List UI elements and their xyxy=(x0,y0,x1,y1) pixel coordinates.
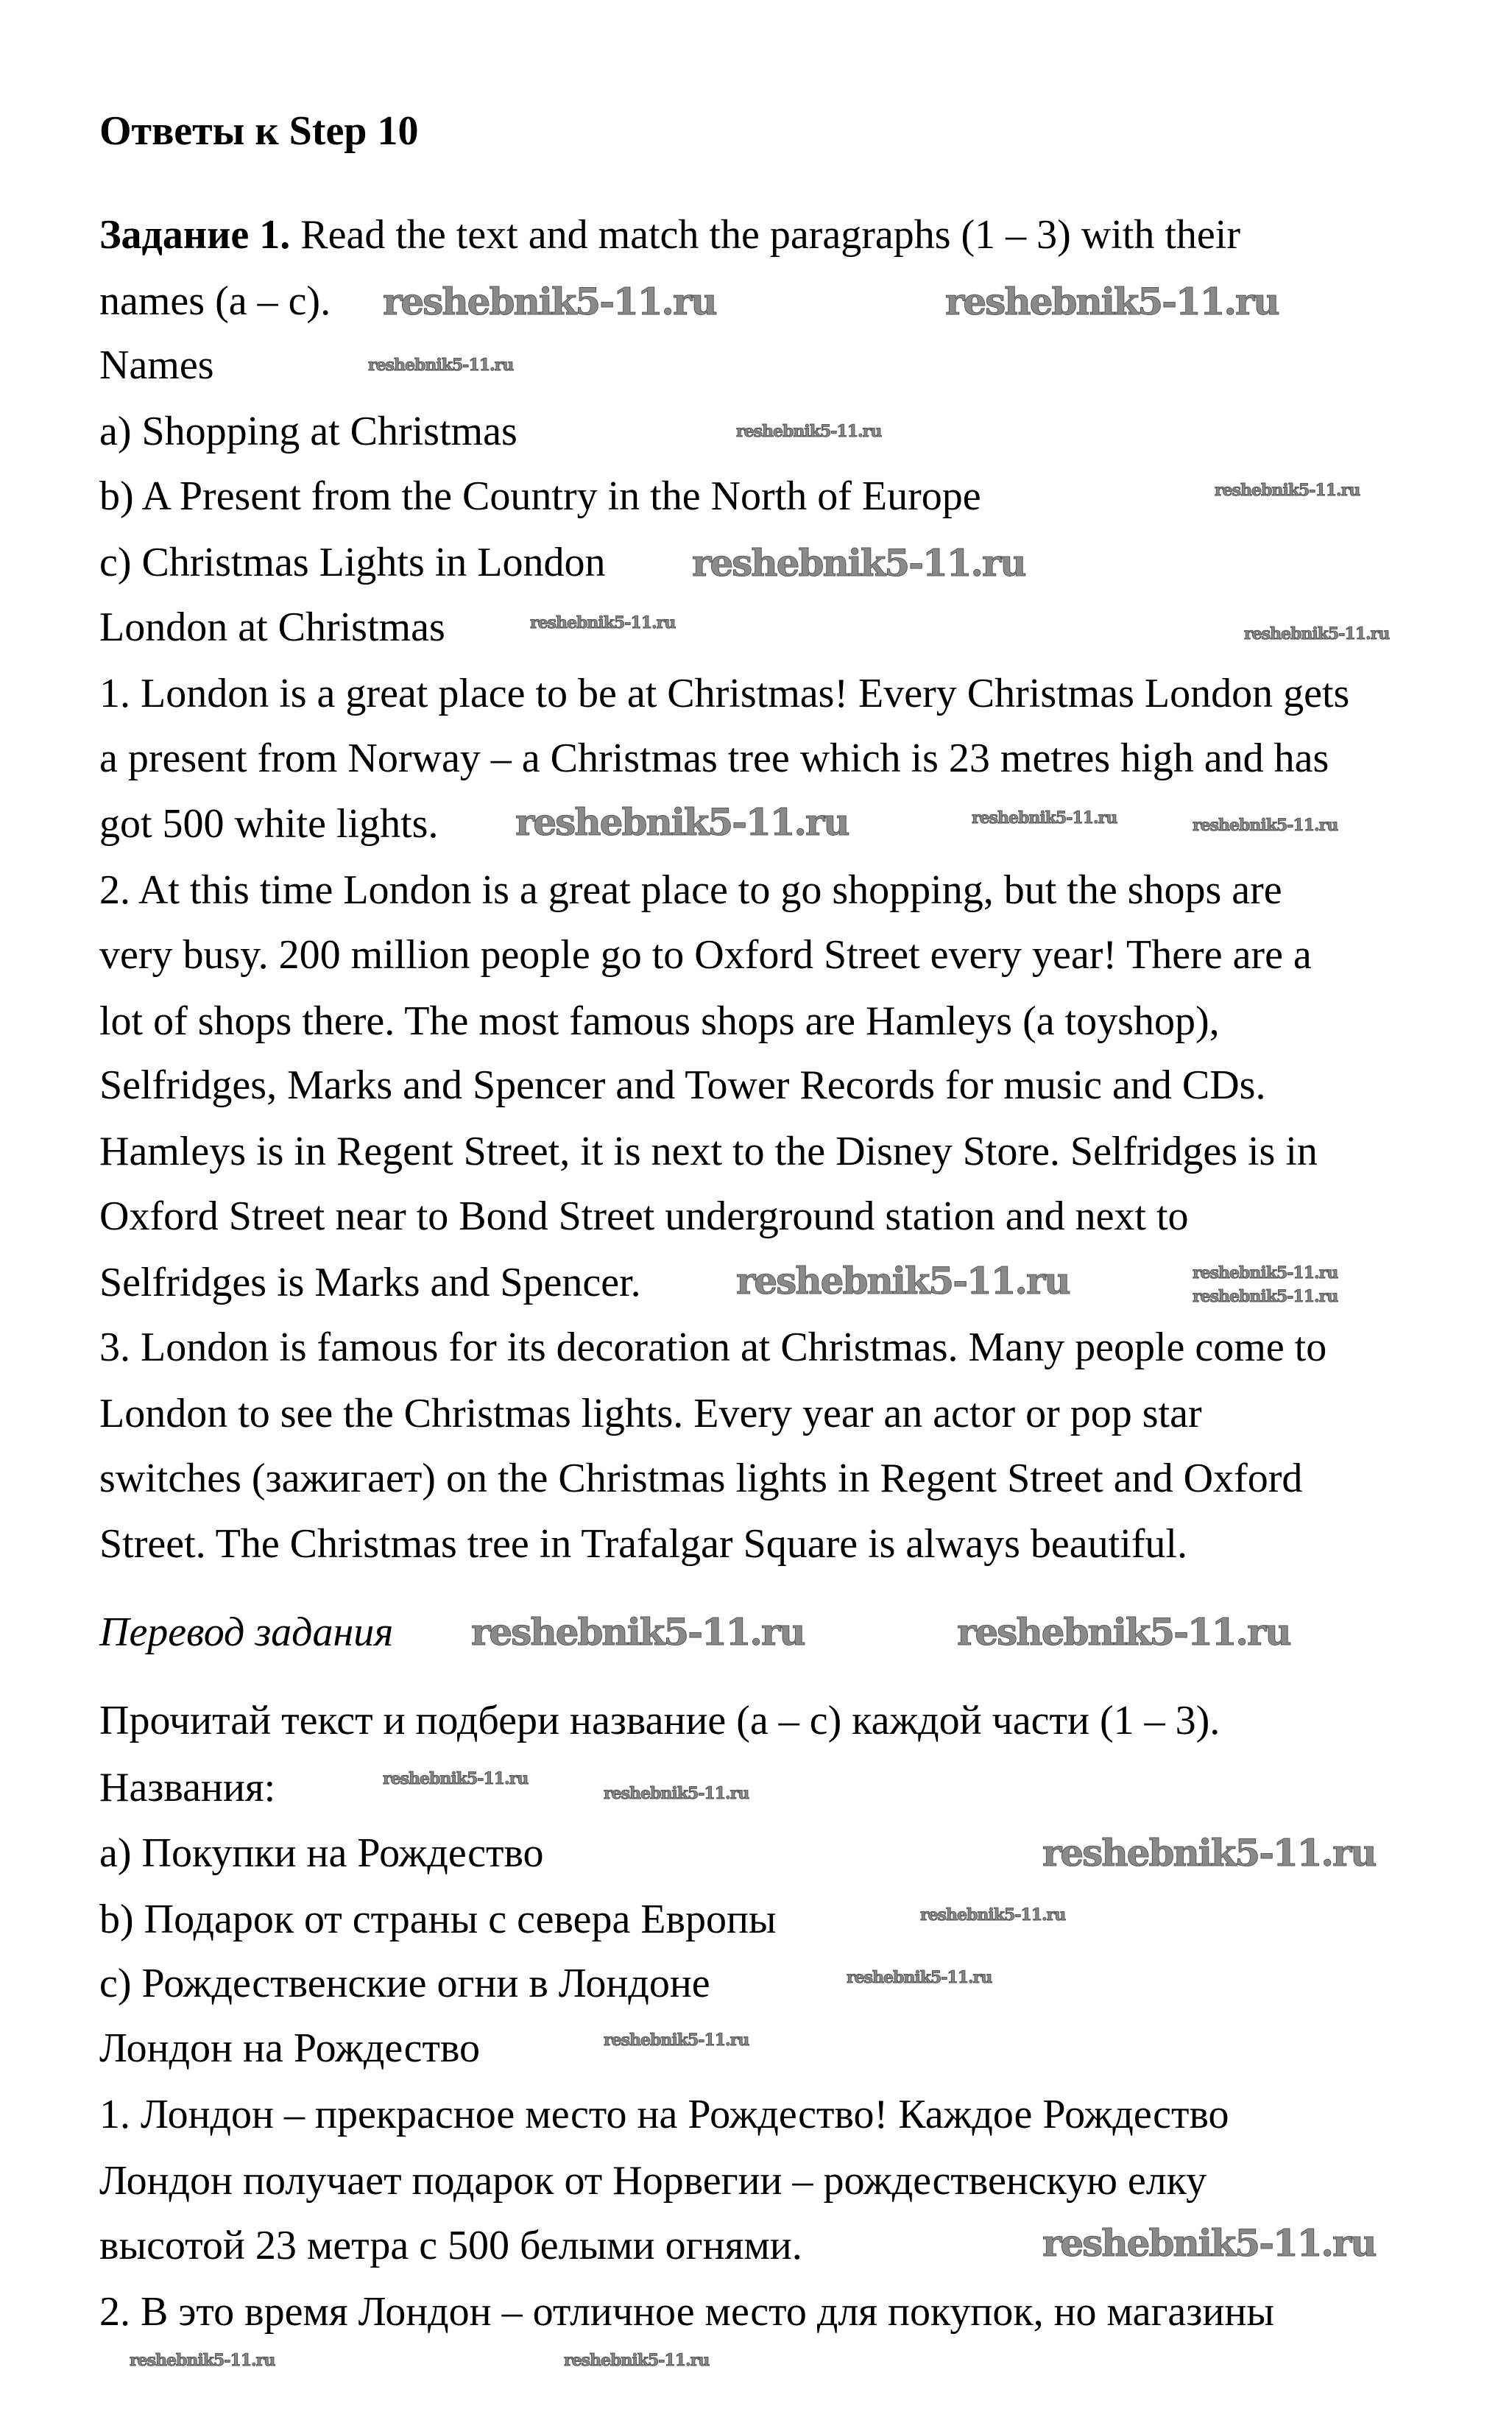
translation-line: 1. Лондон – прекрасное место на Рождество! Каждое Рождество xyxy=(99,2092,1229,2137)
task-instruction xyxy=(99,209,1240,261)
page-title: Ответы к Step 10 xyxy=(99,108,419,154)
text-line: 2. At this time London is a great place to go shopping, but the shops are xyxy=(99,867,1282,913)
task-label: Задание 1. xyxy=(99,212,291,258)
text-line: got 500 white lights. xyxy=(99,801,439,847)
translation-text-title: Лондон на Рождество xyxy=(99,2025,481,2071)
watermark: reshebnik5-11.ru xyxy=(383,1769,529,1788)
names-heading: Names xyxy=(99,342,214,388)
watermark: reshebnik5-11.ru xyxy=(1244,624,1390,643)
text-line: Oxford Street near to Bond Street underground station and next to xyxy=(99,1193,1189,1239)
watermark: reshebnik5-11.ru xyxy=(1042,1831,1376,1874)
task-instruction-cont: names (a – c). xyxy=(99,278,331,324)
watermark: reshebnik5-11.ru xyxy=(736,1259,1070,1302)
text-title: London at Christmas xyxy=(99,604,445,650)
name-option: a) Shopping at Christmas xyxy=(99,409,517,454)
watermark: reshebnik5-11.ru xyxy=(1193,816,1338,835)
watermark: reshebnik5-11.ru xyxy=(471,1610,805,1654)
translation-line: Лондон получает подарок от Норвегии – рождественскую елку xyxy=(99,2158,1207,2204)
watermark: reshebnik5-11.ru xyxy=(604,2031,749,2050)
text-line: lot of shops there. The most famous shops are Hamleys (a toyshop), xyxy=(99,998,1220,1044)
translation-line: 2. В это время Лондон – отличное место для покупок, но магазины xyxy=(99,2289,1274,2335)
watermark: reshebnik5-11.ru xyxy=(692,541,1025,585)
translation-line: высотой 23 метра с 500 белыми огнями. xyxy=(99,2223,802,2268)
text-line: London to see the Christmas lights. Every year an actor or pop star xyxy=(99,1391,1202,1436)
watermark: reshebnik5-11.ru xyxy=(530,613,676,632)
watermark: reshebnik5-11.ru xyxy=(945,280,1279,323)
translation-name-option: а) Покупки на Рождество xyxy=(99,1830,544,1876)
watermark: reshebnik5-11.ru xyxy=(972,808,1117,828)
watermark: reshebnik5-11.ru xyxy=(1042,2221,1376,2265)
watermark: reshebnik5-11.ru xyxy=(564,2351,710,2370)
translation-name-option: c) Рождественские огни в Лондоне xyxy=(99,1961,710,2006)
watermark: reshebnik5-11.ru xyxy=(604,1784,749,1803)
watermark: reshebnik5-11.ru xyxy=(515,800,849,844)
name-option: c) Christmas Lights in London xyxy=(99,540,606,585)
text-line: Selfridges is Marks and Spencer. xyxy=(99,1260,641,1305)
watermark: reshebnik5-11.ru xyxy=(1215,481,1360,500)
text-line: Selfridges, Marks and Spencer and Tower Records for music and CDs. xyxy=(99,1062,1266,1108)
name-option: b) A Present from the Country in the North of Europe xyxy=(99,473,981,519)
watermark: reshebnik5-11.ru xyxy=(368,356,514,375)
text-line: switches (зажигает) on the Christmas lights in Regent Street and Oxford xyxy=(99,1456,1303,1501)
watermark: reshebnik5-11.ru xyxy=(1193,1263,1338,1283)
text-line: Hamleys is in Regent Street, it is next to the Disney Store. Selfridges is in xyxy=(99,1129,1318,1174)
text-line: Street. The Christmas tree in Trafalgar Square is always beautiful. xyxy=(99,1521,1187,1567)
watermark: reshebnik5-11.ru xyxy=(957,1610,1290,1654)
translation-heading: Перевод задания xyxy=(99,1609,394,1655)
translation-names-heading: Названия: xyxy=(99,1765,276,1810)
watermark: reshebnik5-11.ru xyxy=(130,2351,275,2370)
translation-name-option: b) Подарок от страны с севера Европы xyxy=(99,1897,777,1942)
watermark: reshebnik5-11.ru xyxy=(1193,1287,1338,1306)
watermark: reshebnik5-11.ru xyxy=(736,422,882,441)
translation-instruction: Прочитай текст и подбери название (а – с) каждой части (1 – 3). xyxy=(99,1698,1220,1743)
text-line: 1. London is a great place to be at Christmas! Every Christmas London gets xyxy=(99,671,1350,716)
text-line: a present from Norway – a Christmas tree which is 23 metres high and has xyxy=(99,736,1329,781)
watermark: reshebnik5-11.ru xyxy=(920,1905,1066,1925)
task-text: Read the text and match the paragraphs (1 – 3) with their xyxy=(290,212,1240,258)
watermark: reshebnik5-11.ru xyxy=(847,1968,992,1987)
text-line: 3. London is famous for its decoration at Christmas. Many people come to xyxy=(99,1325,1327,1370)
watermark: reshebnik5-11.ru xyxy=(383,280,716,323)
text-line: very busy. 200 million people go to Oxford Street every year! There are a xyxy=(99,932,1312,978)
